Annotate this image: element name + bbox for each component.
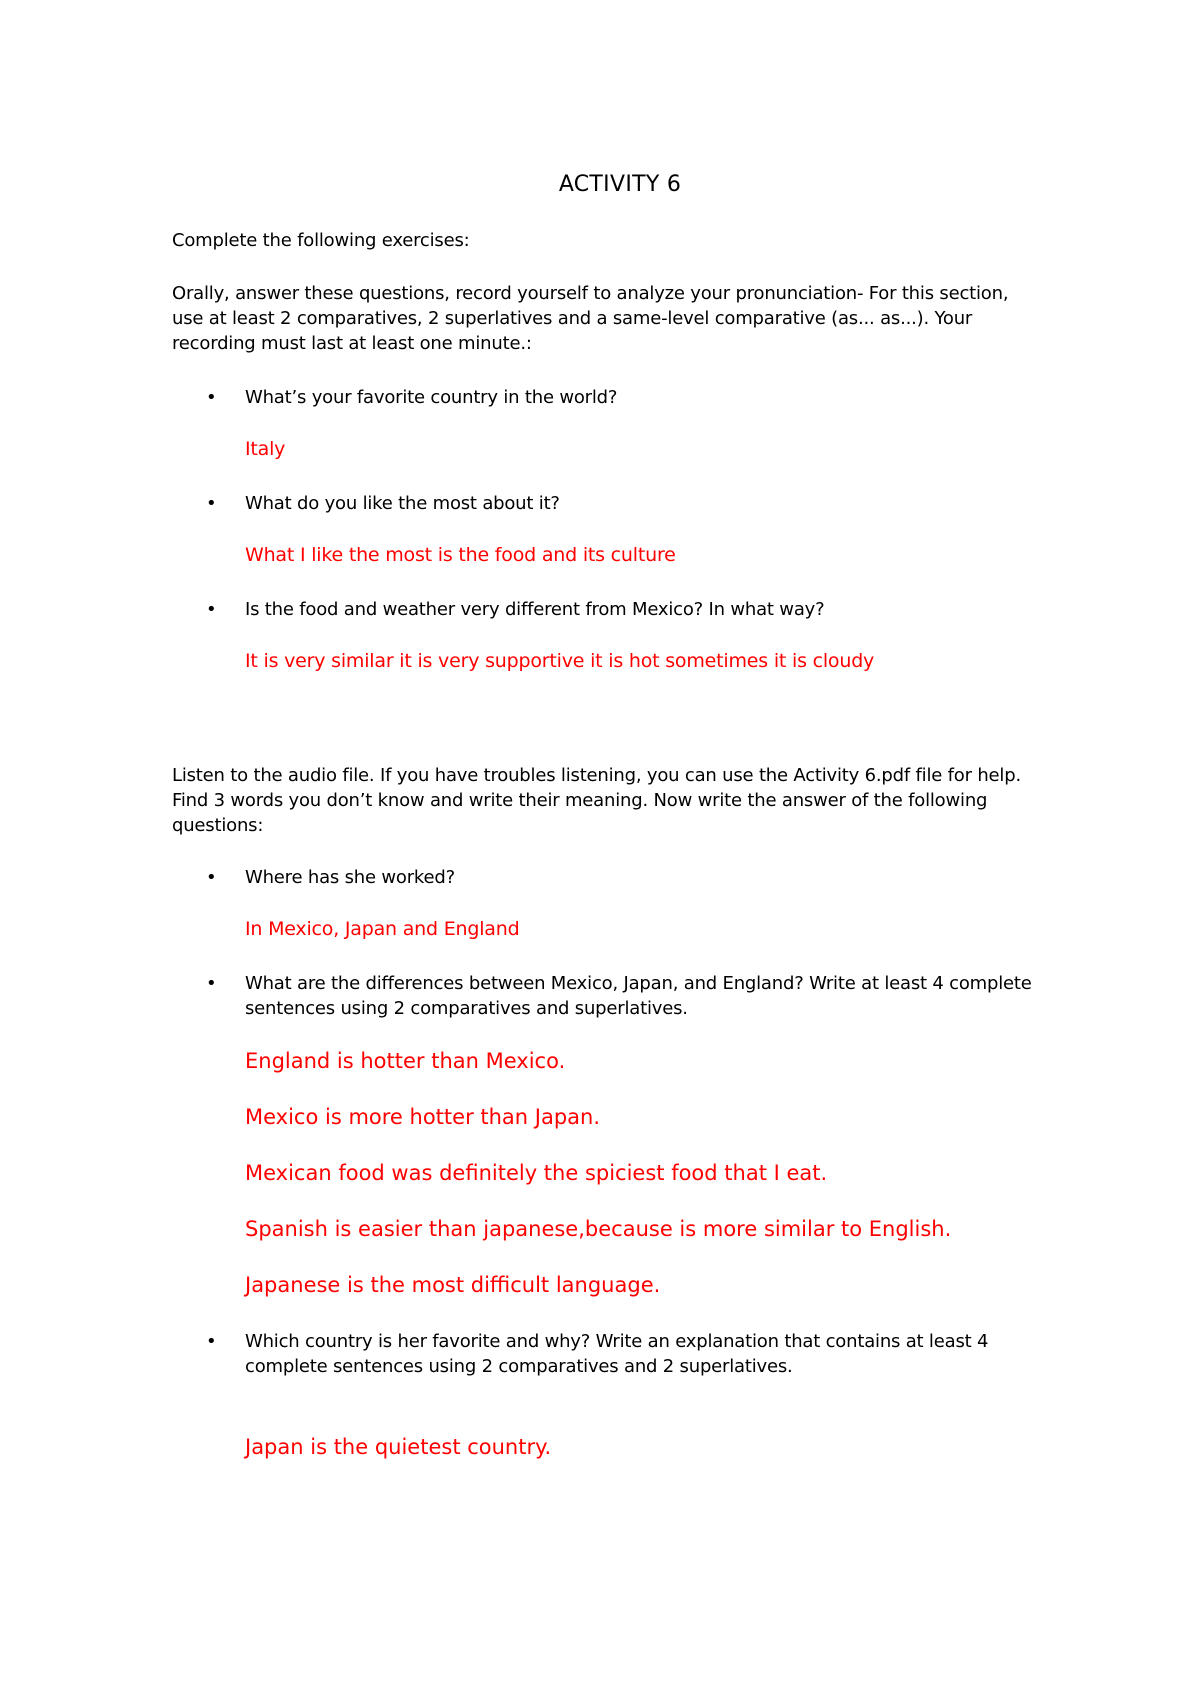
bullet-icon: • — [206, 599, 217, 620]
answer-text: England is hotter than Mexico. — [245, 1049, 566, 1073]
answer-text: It is very similar it is very supportive it is hot sometimes it is cloudy — [245, 650, 875, 672]
bullet-icon: • — [206, 1331, 217, 1352]
question-text: What do you like the most about it? — [245, 493, 560, 514]
bullet-icon: • — [206, 493, 217, 514]
question-text: Where has she worked? — [245, 867, 455, 888]
question-text: What are the differences between Mexico, Japan, and England? Write at least 4 complete sentences using 2 comparatives and superlatives. — [245, 973, 1032, 1019]
bullet-icon: • — [206, 387, 217, 408]
question-text: Is the food and weather very different from Mexico? In what way? — [245, 599, 825, 620]
answer-text: What I like the most is the food and its culture — [245, 544, 676, 566]
section2-instructions: Listen to the audio file. If you have troubles listening, you can use the Activity 6.pdf file for help. Find 3 words you don’t know and write their meaning. Now write the answer of the following questions: — [172, 765, 1021, 836]
question-text: What’s your favorite country in the world? — [245, 387, 618, 408]
answer-text: Japanese is the most difficult language. — [245, 1273, 661, 1297]
answer-text: Japan is the quietest country. — [245, 1435, 552, 1459]
intro-text: Complete the following exercises: — [172, 230, 470, 251]
bullet-icon: • — [206, 973, 217, 994]
bullet-icon: • — [206, 867, 217, 888]
page-title: ACTIVITY 6 — [558, 172, 682, 197]
answer-text: Mexican food was definitely the spiciest food that I eat. — [245, 1161, 828, 1185]
section1-instructions: Orally, answer these questions, record yourself to analyze your pronunciation- For this section, use at least 2 comparatives, 2 superlatives and a same-level comparative (as... as...). Your recording must last at least one minute.: — [172, 283, 1009, 354]
answer-text: Spanish is easier than japanese,because is more similar to English. — [245, 1217, 952, 1241]
answer-text: In Mexico, Japan and England — [245, 918, 520, 940]
question-text: Which country is her favorite and why? Write an explanation that contains at least 4 complete sentences using 2 comparatives and 2 superlatives. — [245, 1331, 989, 1377]
answer-text: Italy — [245, 438, 286, 460]
answer-text: Mexico is more hotter than Japan. — [245, 1105, 601, 1129]
